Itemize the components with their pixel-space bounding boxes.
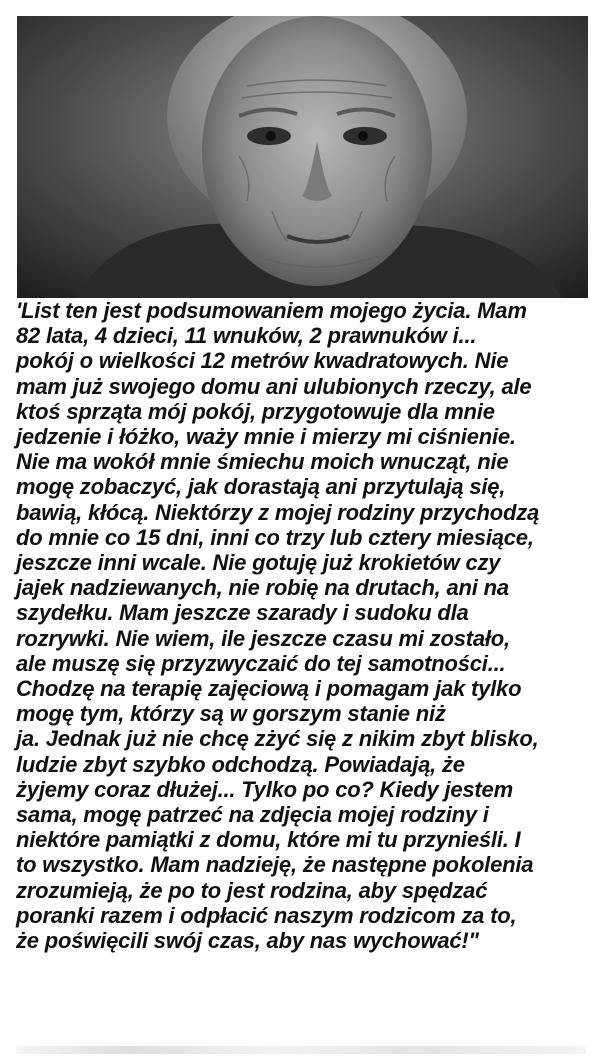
quote-line: jeszcze inni wcale. Nie gotuję już krokietów czy — [16, 550, 501, 576]
quote-text — [16, 298, 596, 953]
quote-line: rozrywki. Nie wiem, ile jeszcze czasu mi zostało, — [16, 625, 510, 651]
quote-line: mogę zobaczyć, jak dorastają ani przytulają się, — [16, 474, 506, 500]
quote-line: sama, mogę patrzeć na zdjęcia mojej rodziny i — [16, 802, 489, 828]
quote-line: to wszystko. Mam nadzieję, że następne pokolenia — [16, 852, 534, 878]
quote-line: mam już swojego domu ani ulubionych rzeczy, ale — [16, 373, 532, 399]
portrait-photo — [17, 16, 588, 298]
quote-line: jajek nadziewanych, nie robię na drutach, ani na — [16, 575, 509, 601]
quote-line: mogę tym, którzy są w gorszym stanie niż — [16, 701, 446, 727]
quote-line: 'List ten jest podsumowaniem mojego życia. Mam — [16, 298, 527, 323]
quote-line: niektóre pamiątki z domu, które mi tu przynieśli. I — [16, 827, 521, 853]
quote-line: ja. Jednak już nie chcę zżyć się z nikim zbyt blisko, — [16, 726, 539, 752]
quote-line: bawią, kłócą. Niektórzy z mojej rodziny przychodzą — [16, 499, 540, 525]
quote-line: jedzenie i łóżko, waży mnie i mierzy mi ciśnienie. — [16, 424, 516, 450]
quote-line: do mnie co 15 dni, inni co trzy lub cztery miesiące, — [16, 524, 534, 550]
quote-line: ludzie zbyt szybko odchodzą. Powiadają, że — [16, 751, 465, 777]
quote-line: 82 lata, 4 dzieci, 11 wnuków, 2 prawnuków i... — [16, 323, 477, 349]
cut-off-text-line — [16, 1046, 586, 1054]
quote-line: ktoś sprząta mój pokój, przygotowuje dla mnie — [16, 398, 495, 424]
elderly-woman-portrait-image — [17, 16, 588, 298]
quote-line: zrozumieją, że po to jest rodzina, aby spędzać — [16, 877, 488, 903]
quote-line: poranki razem i odpłacić naszym rodzicom za to, — [16, 902, 517, 928]
quote-line: pokój o wielkości 12 metrów kwadratowych. Nie — [16, 348, 509, 374]
quote-line: Nie ma wokół mnie śmiechu moich wnucząt, nie — [16, 449, 509, 475]
quote-line: szydełku. Mam jeszcze szarady i sudoku dla — [16, 600, 469, 626]
quote-line: żyjemy coraz dłużej... Tylko po co? Kiedy jestem — [16, 776, 513, 802]
quote-line: Chodzę na terapię zajęciową i pomagam jak tylko — [16, 676, 522, 702]
quote-line: że poświęcili swój czas, aby nas wychować!" — [16, 928, 479, 954]
quote-line: ale muszę się przyzwyczaić do tej samotności... — [16, 650, 506, 676]
